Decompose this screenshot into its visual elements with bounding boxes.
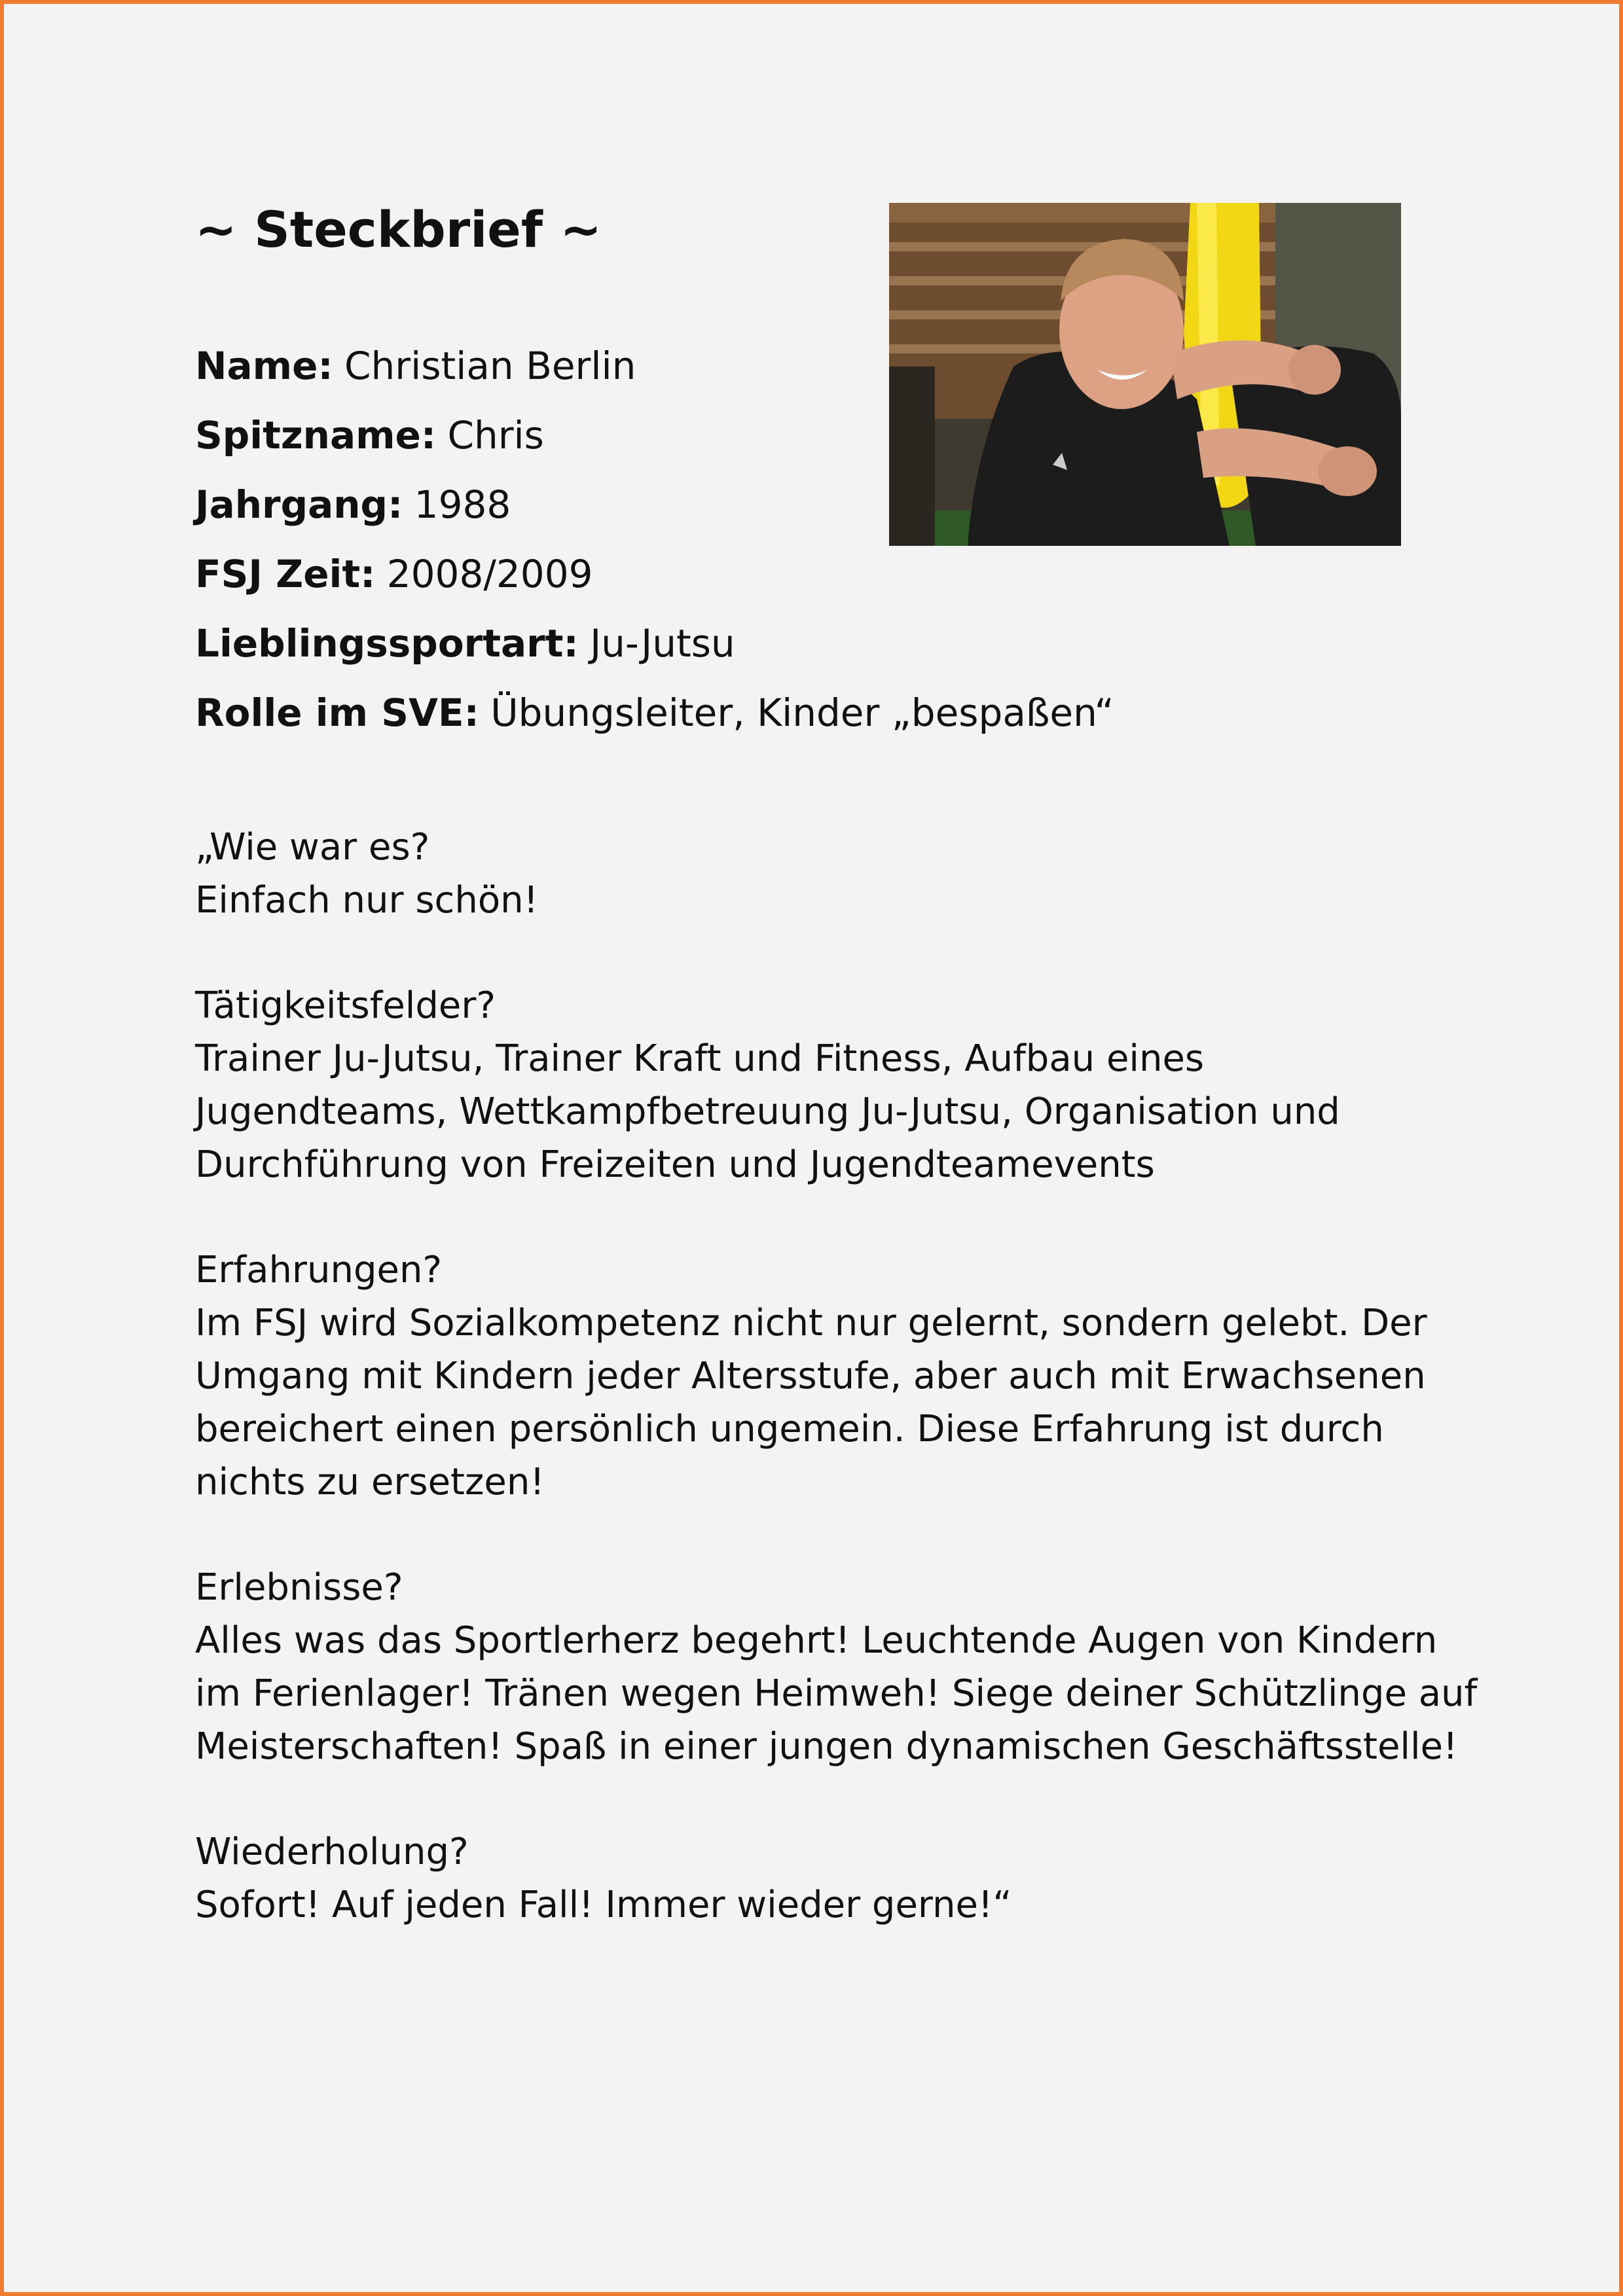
answer-text: Sofort! Auf jeden Fall! Immer wieder gerne!“ (195, 1884, 1012, 1926)
fact-value: 1988 (414, 482, 511, 527)
qa-block (195, 1825, 1498, 1931)
fact-label: Jahrgang: (195, 482, 403, 527)
fact-value: Christian Berlin (344, 344, 636, 388)
answer-text: Alles was das Sportlerherz begehrt! Leuchtende Augen von Kindern im Ferienlager! Tränen wegen Heimweh! Siege deiner Schützlinge auf Meisterschaften! Spaß in einer jungen dynamischen Geschäftsstelle! (195, 1619, 1478, 1768)
fact-label: Name: (195, 344, 333, 388)
question-text: „Wie war es? (195, 826, 430, 869)
question-text: Erlebnisse? (195, 1566, 403, 1609)
page-title: ~ Steckbrief ~ (195, 200, 602, 259)
fact-value: Ju-Jutsu (590, 621, 735, 666)
portrait-photo (889, 203, 1401, 546)
qa-block (195, 1561, 1498, 1773)
qa-block (195, 821, 1498, 927)
fact-label: Rolle im SVE: (195, 691, 479, 735)
question-text: Wiederholung? (195, 1831, 469, 1873)
interview-section (195, 821, 1498, 1984)
question-text: Erfahrungen? (195, 1249, 443, 1291)
fact-fsj-period (195, 543, 1114, 612)
qa-block (195, 1244, 1498, 1509)
question-text: Tätigkeitsfelder? (195, 984, 496, 1027)
fact-favorite-sport (195, 612, 1114, 681)
answer-text: Im FSJ wird Sozialkompetenz nicht nur gelernt, sondern gelebt. Der Umgang mit Kindern jeder Altersstufe, aber auch mit Erwachsenen bereichert einen persönlich ungemein. Diese Erfahrung ist durch nichts zu ersetzen! (195, 1302, 1427, 1503)
answer-text: Einfach nur schön! (195, 879, 539, 922)
fact-label: Lieblingssportart: (195, 621, 579, 666)
fact-value: Übungsleiter, Kinder „bespaßen“ (490, 691, 1114, 735)
fact-label: Spitzname: (195, 413, 437, 457)
qa-block (195, 979, 1498, 1191)
fact-role (195, 681, 1114, 751)
answer-text: Trainer Ju-Jutsu, Trainer Kraft und Fitness, Aufbau eines Jugendteams, Wettkampfbetreuung Ju-Jutsu, Organisation und Durchführung von Freizeiten und Jugendteamevents (195, 1037, 1340, 1186)
fact-label: FSJ Zeit: (195, 552, 376, 596)
fact-value: 2008/2009 (386, 552, 593, 596)
fact-value: Chris (447, 413, 544, 457)
